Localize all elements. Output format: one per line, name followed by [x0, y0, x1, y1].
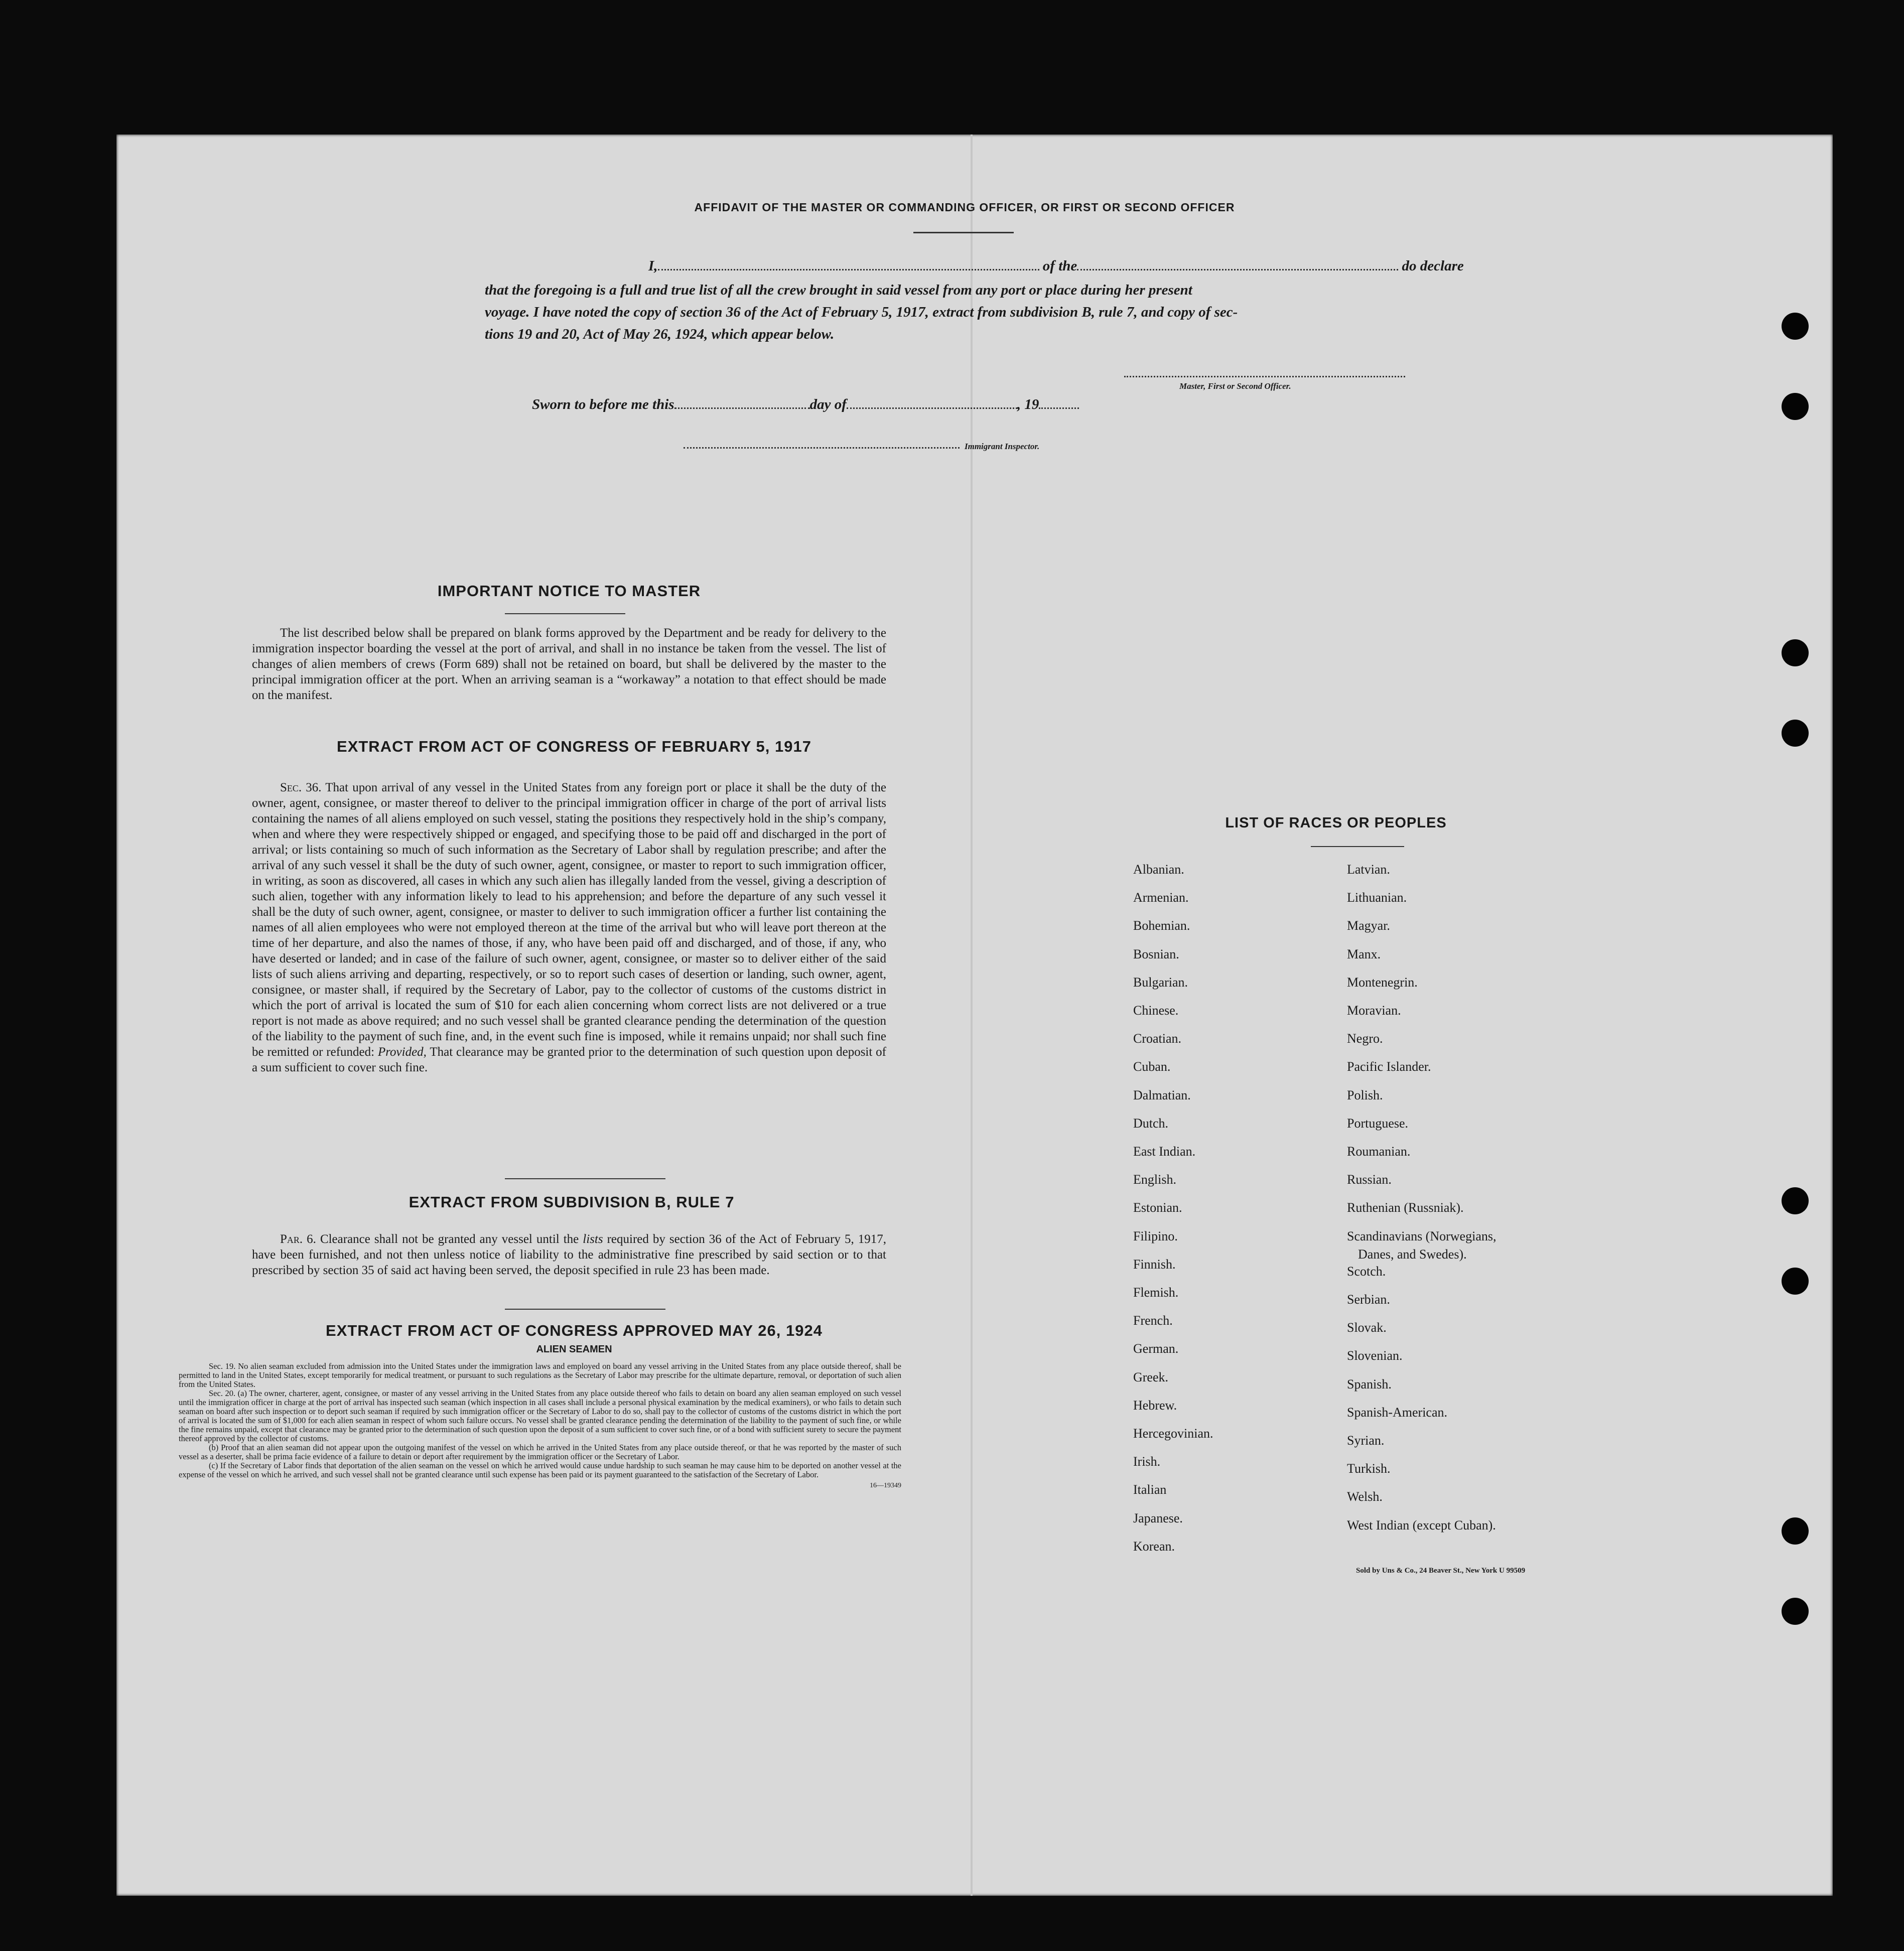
race-item: Japanese. [1133, 1510, 1183, 1525]
master-label: Master, First or Second Officer. [1179, 381, 1291, 391]
punch-hole [1782, 393, 1809, 420]
rule7-title: EXTRACT FROM SUBDIVISION B, RULE 7 [409, 1193, 735, 1211]
race-item: Flemish. [1133, 1285, 1179, 1300]
divider [505, 1309, 665, 1310]
day-blank[interactable] [674, 407, 810, 409]
printer-credit: Sold by Uns & Co., 24 Beaver St., New York U 99509 [1356, 1567, 1526, 1575]
race-item: Latvian. [1347, 862, 1390, 877]
race-item: Scotch. [1347, 1264, 1386, 1279]
race-item: Lithuanian. [1347, 890, 1407, 905]
race-item: Moravian. [1347, 1003, 1401, 1018]
inspector-signature-blank[interactable] [684, 447, 960, 449]
seamen-sections [179, 1362, 901, 1490]
divider [913, 232, 1014, 233]
lists-word: lists [583, 1232, 603, 1246]
year-prefix: 19 [1024, 396, 1039, 412]
document-page [116, 134, 1833, 1896]
affidavit-line-3: voyage. I have noted the copy of section 36 of the Act of February 5, 1917, extract from subdivision B, rule 7, and copy of sec- [485, 304, 1238, 320]
section-36-text [252, 780, 886, 1075]
race-item: German. [1133, 1341, 1179, 1356]
section-36-label: Sec. 36. [280, 781, 322, 794]
race-item: Cuban. [1133, 1059, 1171, 1074]
race-item: Danes, and Swedes). [1358, 1246, 1467, 1262]
punch-hole [1782, 313, 1809, 340]
notice-body: The list described below shall be prepared on blank forms approved by the Department and be ready for delivery to the immigration inspector boarding the vessel at the port of arrival, and shall in no instance be taken from the vessel. The list of changes of alien members of crews (Form 689) shall not be retained on board, but shall be delivered by the master to the principal immigration officer at the port. When an arriving seaman is a “workaway” a notation to that effect should be made on the manifest. [252, 626, 886, 702]
race-item: English. [1133, 1172, 1176, 1187]
race-item: Polish. [1347, 1087, 1383, 1102]
section-36-tail: That clearance may be granted prior to the determination of such question upon deposit of a sum sufficient to cover such fine. [252, 1045, 887, 1074]
races-title: LIST OF RACES OR PEOPLES [1225, 815, 1447, 831]
race-item: Bohemian. [1133, 918, 1190, 933]
vessel-blank[interactable] [1077, 268, 1398, 270]
rule7-body-a: Clearance shall not be granted any vessel until the [320, 1232, 579, 1246]
race-item: Greek. [1133, 1369, 1169, 1384]
race-item: Welsh. [1347, 1489, 1383, 1504]
race-item: Turkish. [1347, 1461, 1391, 1476]
race-item: Serbian. [1347, 1292, 1390, 1307]
race-item: Italian [1133, 1482, 1167, 1497]
race-item: Slovak. [1347, 1320, 1387, 1335]
inspector-label: Immigrant Inspector. [965, 442, 1040, 451]
race-item: Dalmatian. [1133, 1087, 1191, 1102]
race-item: Croatian. [1133, 1031, 1182, 1046]
race-item: Dutch. [1133, 1116, 1169, 1131]
race-item: Hercegovinian. [1133, 1426, 1213, 1441]
race-item: Bosnian. [1133, 946, 1179, 961]
race-item: Estonian. [1133, 1200, 1182, 1215]
race-item: West Indian (except Cuban). [1347, 1517, 1496, 1532]
section-36-body: That upon arrival of any vessel in the United States from any foreign port or place it shall be the duty of the owner, agent, consignee, or master thereof to deliver to the principal immigration officer in charge of the port of arrival lists containing the names of all aliens employed on such vessel, stating the positions they respectively hold in the ship’s company, when and where they were respectively shipped or engaged, and specifying those to be paid off and discharged in the port of arrival; or lists containing so much of such information as the Secretary of Labor shall by regulation prescribe; and after the arrival of any such vessel it shall be the duty of such owner, agent, consignee, or master to report to such immigration officer, in writing, as soon as discovered, all cases in which any such alien has illegally landed from the vessel, giving a description of such alien, together with any information likely to lead to his apprehension; and before the departure of any such vessel it shall be the duty of such owner, agent, consignee, or master to deliver to such immigration officer a further list containing the names of all alien employees who were not employed thereon at the time of the arrival but who will leave port thereon at the time of her departure, and also the names of those, if any, who have been paid off and discharged, and of those, if any, who have deserted or landed; and in case of the failure of such owner, agent, consignee, or master so to deliver either of the said lists of such aliens arriving and departing, respectively, or so to report such cases of desertion or landing, such owner, agent, consignee, or master shall, if required by the Secretary of Labor, pay to the collector of customs of the customs district in which the port of arrival is located the sum of $10 for each alien concerning whom correct lists are not delivered or a true report is not made as above required; and no such vessel shall be granted clearance pending the determination of the question of the liability to the payment of such fine, and, in the event such fine is imposed, while it remains unpaid; nor shall such fine be remitted or refunded: [252, 781, 887, 1059]
day-of-text: day of [809, 396, 847, 412]
race-item: Finnish. [1133, 1257, 1176, 1272]
punch-hole [1782, 1598, 1809, 1625]
race-item: Filipino. [1133, 1228, 1178, 1243]
affidavit-of-the: of the [1042, 258, 1077, 274]
year-blank[interactable] [1039, 407, 1079, 409]
race-item: Bulgarian. [1133, 974, 1188, 990]
race-item: Spanish-American. [1347, 1405, 1448, 1420]
race-item: Montenegrin. [1347, 974, 1418, 990]
race-item: Scandinavians (Norwegians, [1347, 1228, 1497, 1243]
alien-seamen-subtitle: ALIEN SEAMEN [536, 1344, 612, 1355]
race-item: Ruthenian (Russniak). [1347, 1200, 1464, 1215]
rule7-text [252, 1231, 886, 1278]
race-item: Portuguese. [1347, 1116, 1409, 1131]
punch-hole [1782, 1268, 1809, 1295]
divider [1311, 846, 1404, 847]
race-item: Syrian. [1347, 1433, 1385, 1448]
section-20a-text: Sec. 20. (a) The owner, charterer, agent, consignee, or master of any vessel arriving in the United States from any place outside thereof who fails to detain on board any alien seaman employed on such vessel until the immigration officer in charge at the port of arrival has inspected such seaman (which inspection in all cases shall include a personal physical examination by the medical examiners), or who fails to detain such seaman on board after such inspection or to deport such seaman if required by such immigration officer or the Secretary of Labor to do so, shall pay to the collector of customs of the customs district in which the port of arrival is located the sum of $1,000 for each alien seaman in respect of whom such failure occurs. No vessel shall be granted clearance pending the determination of the liability to the payment of such fine, or while the fine remains unpaid, except that clearance may be granted prior to the determination of such question upon the deposit of a sum sufficient to cover such fine, or of a bond with sufficient surety to secure the payment thereof approved by the collector of customs. [179, 1388, 901, 1443]
punch-hole [1782, 639, 1809, 666]
punch-hole [1782, 720, 1809, 747]
section-20c-text: (c) If the Secretary of Labor finds that deportation of the alien seaman on the vessel on which he arrived would cause undue hardship to such seaman he may cause him to be deported on another vessel at the expense of the vessel on which he arrived, and such vessel shall not be granted clearance until such expense has been paid or its payment guaranteed to the satisfaction of the Secretary of Labor. [179, 1461, 901, 1479]
race-item: Irish. [1133, 1454, 1161, 1469]
race-item: Roumanian. [1347, 1144, 1411, 1159]
race-item: Negro. [1347, 1031, 1383, 1046]
form-number: 16—19349 [870, 1482, 901, 1489]
sworn-line: Sworn to before me this day of , 19 [532, 396, 1184, 413]
race-item: Slovenian. [1347, 1348, 1403, 1363]
race-item: Hebrew. [1133, 1398, 1177, 1413]
race-item: East Indian. [1133, 1144, 1196, 1159]
affidavit-declare: do declare [1402, 258, 1464, 274]
divider [505, 613, 625, 614]
master-signature-blank[interactable] [1124, 375, 1405, 377]
par-6-label: Par. 6. [280, 1232, 316, 1246]
extract-1924-title: EXTRACT FROM ACT OF CONGRESS APPROVED MAY 26, 1924 [326, 1322, 823, 1339]
affidavit-line-4: tions 19 and 20, Act of May 26, 1924, which appear below. [485, 326, 835, 342]
race-item: Korean. [1133, 1539, 1175, 1554]
race-item: Chinese. [1133, 1003, 1179, 1018]
month-blank[interactable] [847, 407, 1017, 409]
sworn-text: Sworn to before me this [532, 396, 674, 412]
name-blank[interactable] [658, 268, 1039, 270]
section-19-text: Sec. 19. No alien seaman excluded from admission into the United States under the immigration laws and employed on board any vessel arriving in the United States from any place outside thereof, shall be permitted to land in the United States, except temporarily for medical treatment, or pursuant to such regulations as the Secretary of Labor may prescribe for the ultimate departure, removal, or deportation of such alien from the United States. [179, 1361, 901, 1389]
punch-hole [1782, 1187, 1809, 1214]
race-item: Russian. [1347, 1172, 1392, 1187]
race-item: Albanian. [1133, 862, 1184, 877]
race-item: Spanish. [1347, 1376, 1392, 1391]
punch-hole [1782, 1517, 1809, 1545]
affidavit-line-1 [533, 258, 1557, 274]
rule7-body-b: required by section 36 of the Act of February 5, 1917, have been furnished, and not then unless notice of liability to the administrative fine prescribed by said section or to that prescribed by section 35 of said act having been served, the deposit specified in rule 23 has been made. [252, 1232, 886, 1277]
affidavit-i: I, [648, 258, 658, 274]
affidavit-title: AFFIDAVIT OF THE MASTER OR COMMANDING OFFICER, OR FIRST OR SECOND OFFICER [694, 201, 1235, 214]
extract-1917-title: EXTRACT FROM ACT OF CONGRESS OF FEBRUARY 5, 1917 [337, 738, 811, 755]
affidavit-line-2: that the foregoing is a full and true list of all the crew brought in said vessel from any port or place during her present [485, 282, 1192, 298]
race-item: Magyar. [1347, 918, 1390, 933]
provided-word: Provided, [377, 1045, 427, 1059]
notice-title: IMPORTANT NOTICE TO MASTER [437, 582, 701, 600]
section-20b-text: (b) Proof that an alien seaman did not appear upon the outgoing manifest of the vessel on which he arrived in the United States from any place outside thereof, or that he was reported by the master of such vessel as a deserter, shall be prima facie evidence of a failure to detain or deport after requirement by the immigration officer or the Secretary of Labor. [179, 1443, 901, 1461]
divider [505, 1178, 665, 1179]
race-item: Manx. [1347, 946, 1381, 961]
race-item: Pacific Islander. [1347, 1059, 1431, 1074]
race-item: Armenian. [1133, 890, 1189, 905]
race-item: French. [1133, 1313, 1173, 1328]
